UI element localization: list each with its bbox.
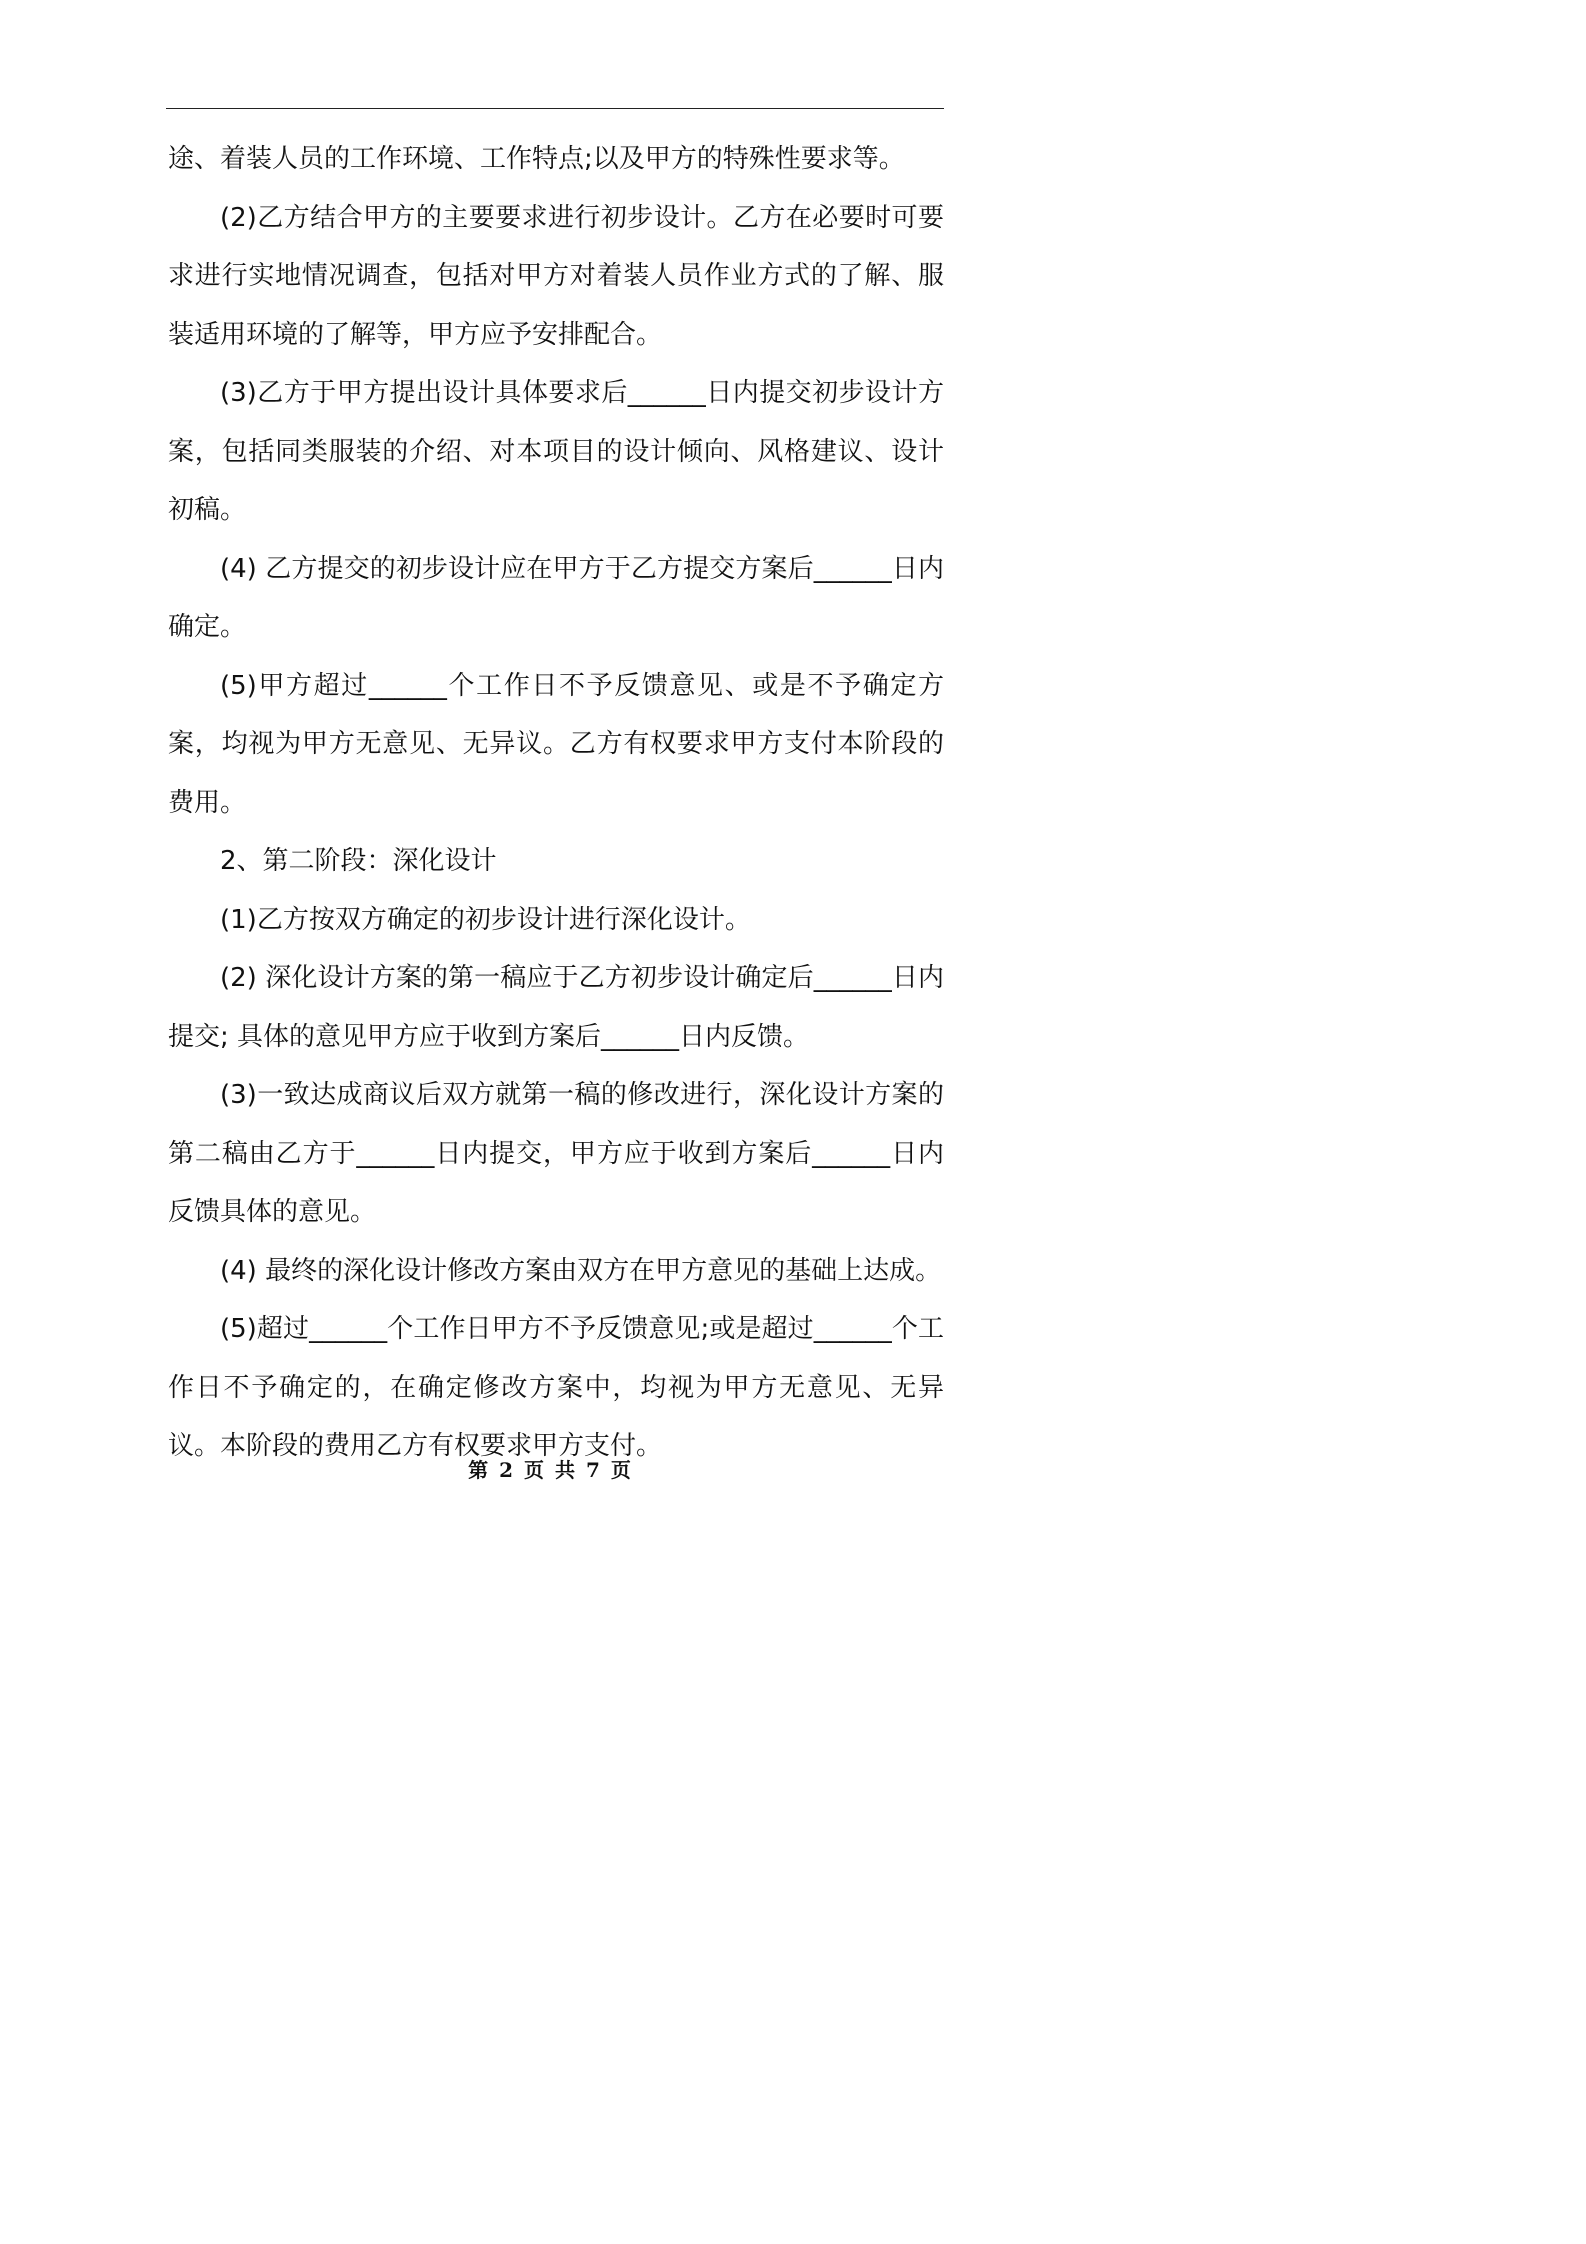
section-heading-stage-2: 2、第二阶段：深化设计 [220,846,497,876]
paragraph-item-3: (3)乙方于甲方提出设计具体要求后______日内提交初步设计方案，包括同类服装的介绍、对本项目的设计倾向、风格建议、设计初稿。 [168,378,944,525]
paragraph-item-2: (2)乙方结合甲方的主要要求进行初步设计。乙方在必要时可要求进行实地情况调查，包括对甲方对着装人员作业方式的了解、服装适用环境的了解等，甲方应予安排配合。 [168,202,944,350]
body-text [168,130,944,1476]
header-rule [166,108,944,109]
paragraph-item-5: (5)甲方超过______个工作日不予反馈意见、或是不予确定方案，均视为甲方无意见、无异议。乙方有权要求甲方支付本阶段的费用。 [168,670,944,818]
paragraph-item-4: (4) 乙方提交的初步设计应在甲方于乙方提交方案后______日内确定。 [168,553,944,642]
paragraph-stage2-item-3: (3)一致达成商议后双方就第一稿的修改进行，深化设计方案的第二稿由乙方于______日内提交，甲方应于收到方案后______日内反馈具体的意见。 [168,1080,944,1227]
document-page [0,0,1101,1559]
paragraph-continuation: 途、着装人员的工作环境、工作特点;以及甲方的特殊性要求等。 [168,144,905,174]
paragraph-stage2-item-4: (4) 最终的深化设计修改方案由双方在甲方意见的基础上达成。 [220,1255,942,1286]
paragraph-stage2-item-2: (2) 深化设计方案的第一稿应于乙方初步设计确定后______日内提交; 具体的意见甲方应于收到方案后______日内反馈。 [168,963,944,1052]
paragraph-stage2-item-5: (5)超过______个工作日甲方不予反馈意见;或是超过______个工作日不予确定的，在确定修改方案中，均视为甲方无意见、无异议。本阶段的费用乙方有权要求甲方支付。 [168,1314,944,1461]
page-number-footer: 第 2 页 共 7 页 [468,1458,633,1482]
paragraph-stage2-item-1: (1)乙方按双方确定的初步设计进行深化设计。 [220,904,751,935]
